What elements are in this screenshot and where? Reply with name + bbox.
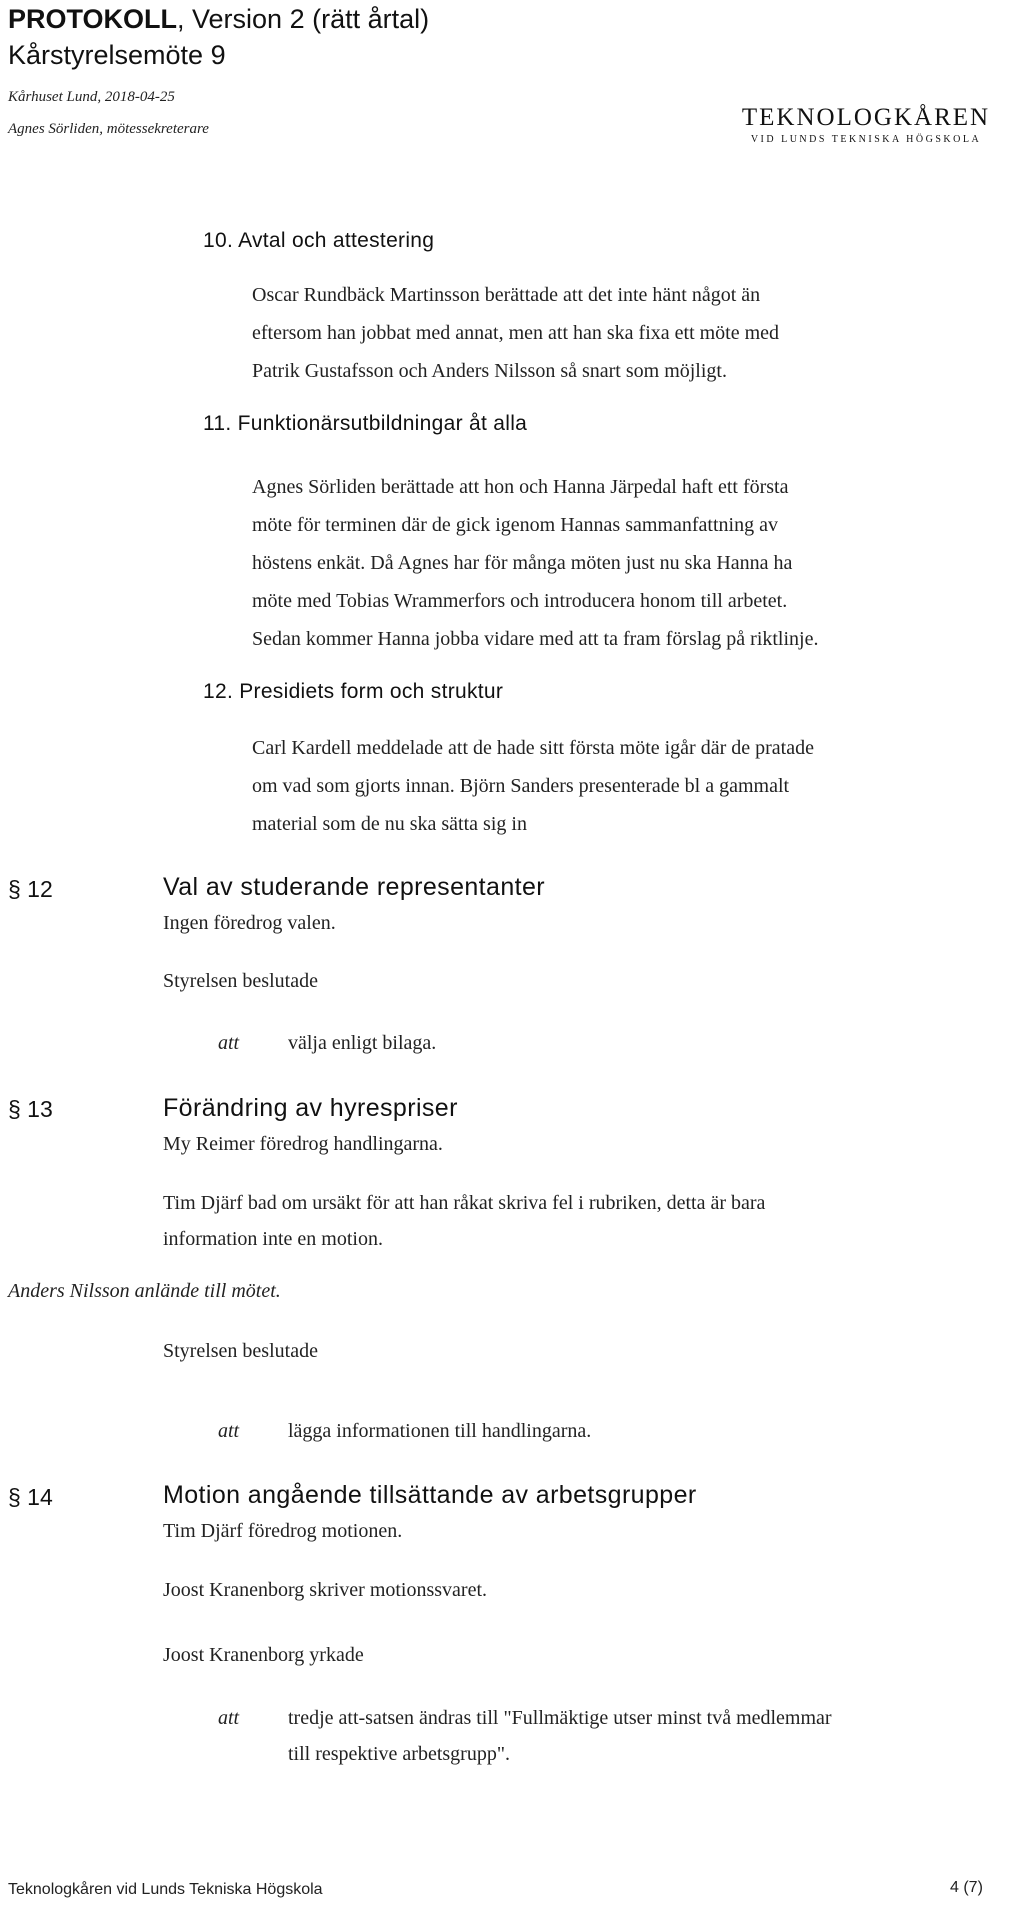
section-13-note-line-2: information inte en motion.: [163, 1228, 383, 1250]
section-14-att: att: [218, 1707, 240, 1729]
body-line: möte med Tobias Wrammerfors och introducera honom till arbetet.: [252, 590, 788, 612]
body-line: material som de nu ska sätta sig in: [252, 813, 527, 835]
logo-name: TEKNOLOGKÅREN: [741, 104, 991, 131]
body-line: Sedan kommer Hanna jobba vidare med att ta fram förslag på riktlinje.: [252, 628, 819, 650]
section-13-att: att: [218, 1420, 240, 1442]
document-type: PROTOKOLL: [8, 4, 178, 34]
meeting-secretary: Agnes Sörliden, mötessekreterare: [8, 121, 209, 137]
page-number: 4 (7): [950, 1879, 983, 1896]
logo-tagline: VID LUNDS TEKNISKA HÖGSKOLA: [750, 134, 982, 145]
body-line: Agnes Sörliden berättade att hon och Hanna Järpedal haft ett första: [252, 476, 789, 498]
section-12-decision-intro: Styrelsen beslutade: [163, 970, 318, 992]
body-line: Patrik Gustafsson och Anders Nilsson så snart som möjligt.: [252, 360, 727, 382]
subitem-heading-11: 11. Funktionärsutbildningar åt alla: [203, 412, 528, 435]
meeting-place-date: Kårhuset Lund, 2018-04-25: [8, 89, 175, 105]
section-14-answer: Joost Kranenborg skriver motionssvaret.: [163, 1579, 488, 1601]
subitem-body-11: [252, 468, 1022, 658]
body-line: Oscar Rundbäck Martinsson berättade att det inte hänt något än: [252, 284, 761, 306]
section-14-motion-intro: Joost Kranenborg yrkade: [163, 1644, 364, 1666]
document-version: , Version 2 (rätt årtal): [177, 4, 430, 34]
section-13-arrival-note: Anders Nilsson anlände till mötet.: [8, 1280, 281, 1302]
document-title: [8, 2, 429, 36]
footer-organization: Teknologkåren vid Lunds Tekniska Högskola: [8, 1881, 323, 1898]
section-number-14: § 14: [8, 1484, 53, 1510]
section-12-att: att: [218, 1032, 240, 1054]
body-line: om vad som gjorts innan. Björn Sanders presenterade bl a gammalt: [252, 775, 790, 797]
section-title-13: Förändring av hyrespriser: [163, 1094, 458, 1122]
section-12-decision: välja enligt bilaga.: [288, 1032, 437, 1054]
body-line: Carl Kardell meddelade att de hade sitt första möte igår där de pratade: [252, 737, 814, 759]
body-line: eftersom han jobbat med annat, men att han ska fixa ett möte med: [252, 322, 780, 344]
section-title-12: Val av studerande representanter: [163, 873, 546, 901]
body-line: höstens enkät. Då Agnes har för många möten just nu ska Hanna ha: [252, 552, 793, 574]
section-12-presenter: Ingen föredrog valen.: [163, 912, 336, 934]
body-line: möte för terminen där de gick igenom Hannas sammanfattning av: [252, 514, 778, 536]
subitem-body-12: [252, 729, 1022, 843]
section-title-14: Motion angående tillsättande av arbetsgrupper: [163, 1481, 697, 1509]
section-13-decision-intro: Styrelsen beslutade: [163, 1340, 318, 1362]
section-14-motion-line-2: till respektive arbetsgrupp".: [288, 1743, 510, 1765]
section-13-decision: lägga informationen till handlingarna.: [288, 1420, 592, 1442]
organization-logo: [716, 104, 1016, 146]
meeting-name: Kårstyrelsemöte 9: [8, 40, 226, 70]
subitem-body-10: [252, 276, 1012, 390]
subitem-heading-12: 12. Presidiets form och struktur: [203, 680, 504, 703]
section-14-motion-line-1: tredje att-satsen ändras till "Fullmäktige utser minst två medlemmar: [288, 1707, 832, 1729]
section-number-13: § 13: [8, 1096, 53, 1122]
section-13-presenter: My Reimer föredrog handlingarna.: [163, 1133, 443, 1155]
section-13-note-line-1: Tim Djärf bad om ursäkt för att han råkat skriva fel i rubriken, detta är bara: [163, 1192, 766, 1214]
subitem-heading-10: 10. Avtal och attestering: [203, 229, 435, 252]
section-number-12: § 12: [8, 876, 53, 902]
section-14-presenter: Tim Djärf föredrog motionen.: [163, 1520, 403, 1542]
